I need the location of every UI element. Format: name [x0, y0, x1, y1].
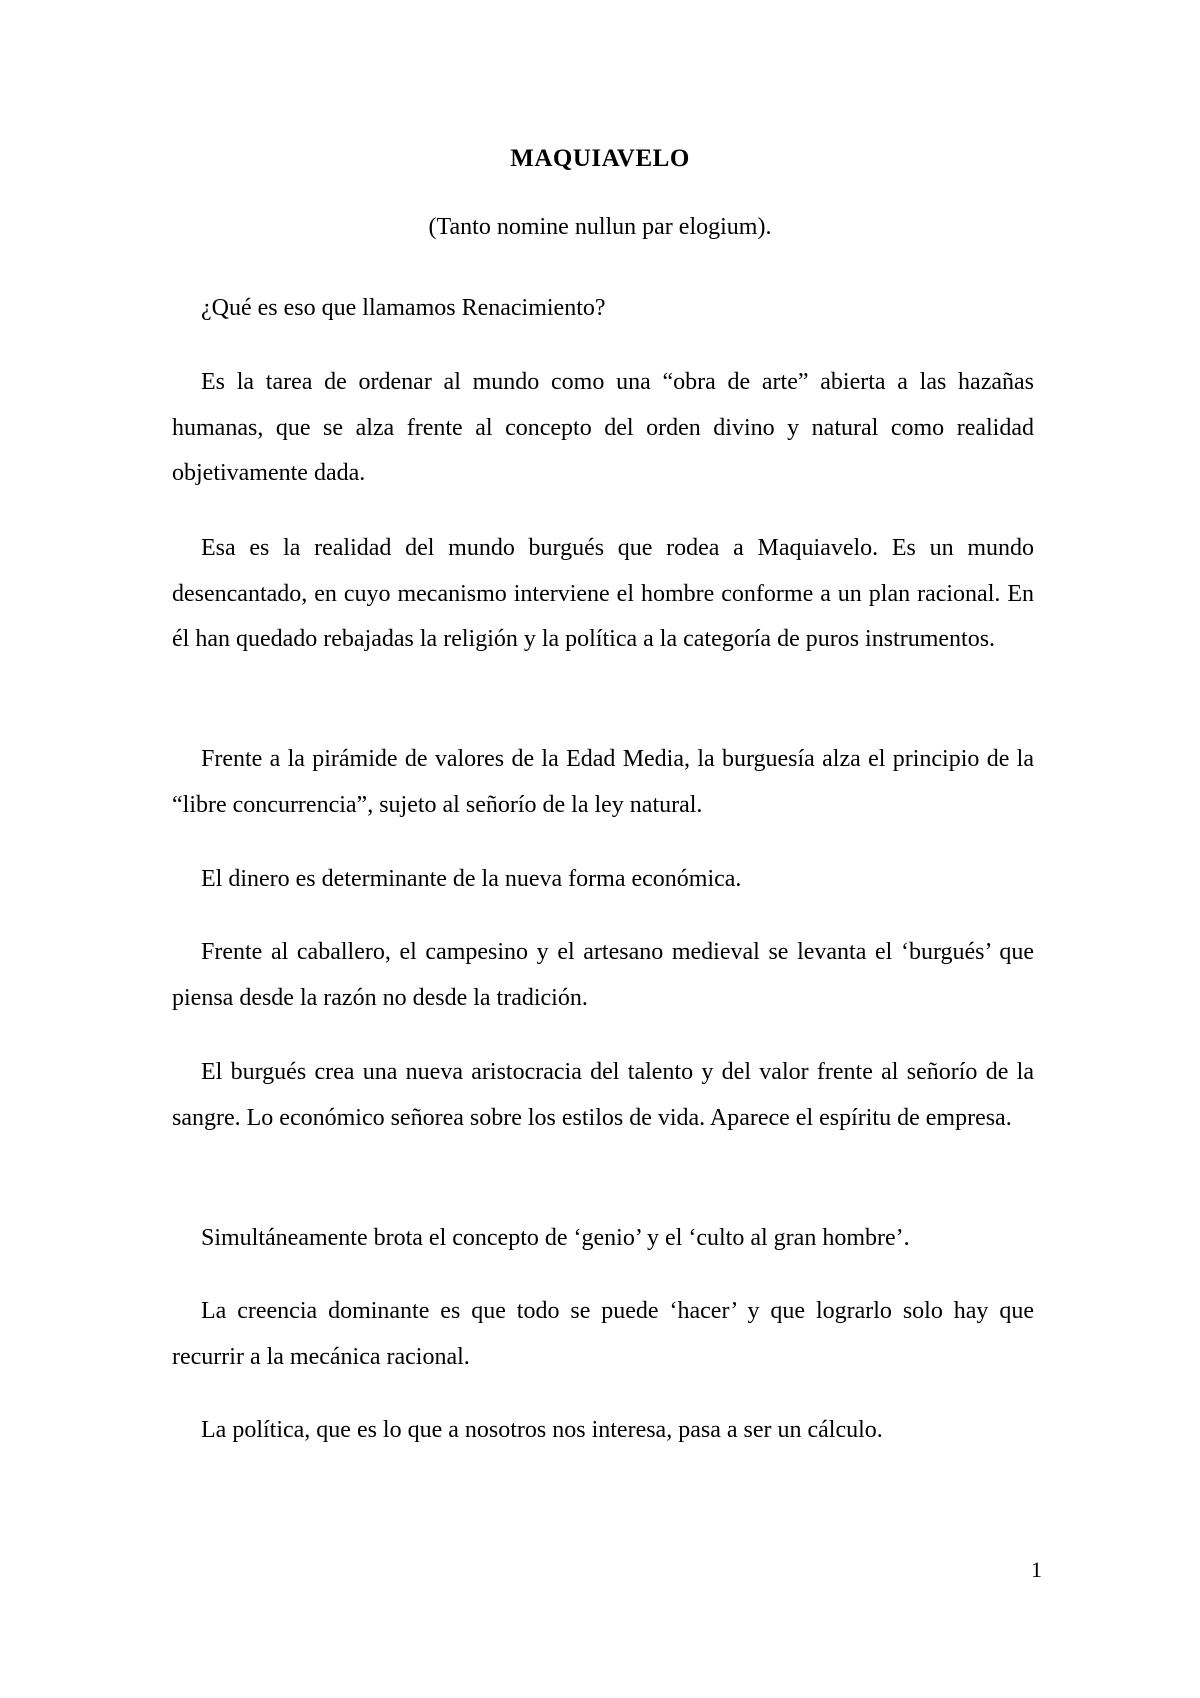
- document-title: MAQUIAVELO: [510, 145, 690, 172]
- epigraph: (Tanto nomine nullun par elogium).: [428, 214, 772, 240]
- paragraph: La creencia dominante es que todo se puede ‘hacer’ y que lograrlo solo hay que recurrir a la mecánica racional.: [172, 1298, 1034, 1370]
- paragraph: La política, que es lo que a nosotros nos interesa, pasa a ser un cálculo.: [201, 1417, 883, 1443]
- paragraph: El dinero es determinante de la nueva forma económica.: [201, 866, 742, 892]
- paragraph: Frente al caballero, el campesino y el artesano medieval se levanta el ‘burgués’ que piensa desde la razón no desde la tradición.: [172, 939, 1034, 1011]
- paragraph: ¿Qué es eso que llamamos Renacimiento?: [201, 295, 606, 321]
- paragraph: Frente a la pirámide de valores de la Edad Media, la burguesía alza el principio de la “libre concurrencia”, sujeto al señorío de la ley natural.: [172, 746, 1034, 818]
- paragraph: Simultáneamente brota el concepto de ‘genio’ y el ‘culto al gran hombre’.: [201, 1225, 910, 1251]
- paragraph: El burgués crea una nueva aristocracia del talento y del valor frente al señorío de la sangre. Lo económico señorea sobre los estilos de vida. Aparece el espíritu de empresa.: [172, 1059, 1034, 1131]
- paragraph: Esa es la realidad del mundo burgués que rodea a Maquiavelo. Es un mundo desencantado, en cuyo mecanismo interviene el hombre conforme a un plan racional. En él han quedado rebajadas la religión y la política a la categoría de puros instrumentos.: [172, 535, 1034, 652]
- paragraph: Es la tarea de ordenar al mundo como una “obra de arte” abierta a las hazañas humanas, que se alza frente al concepto del orden divino y natural como realidad objetivamente dada.: [172, 369, 1034, 486]
- page-number: 1: [1031, 1557, 1042, 1582]
